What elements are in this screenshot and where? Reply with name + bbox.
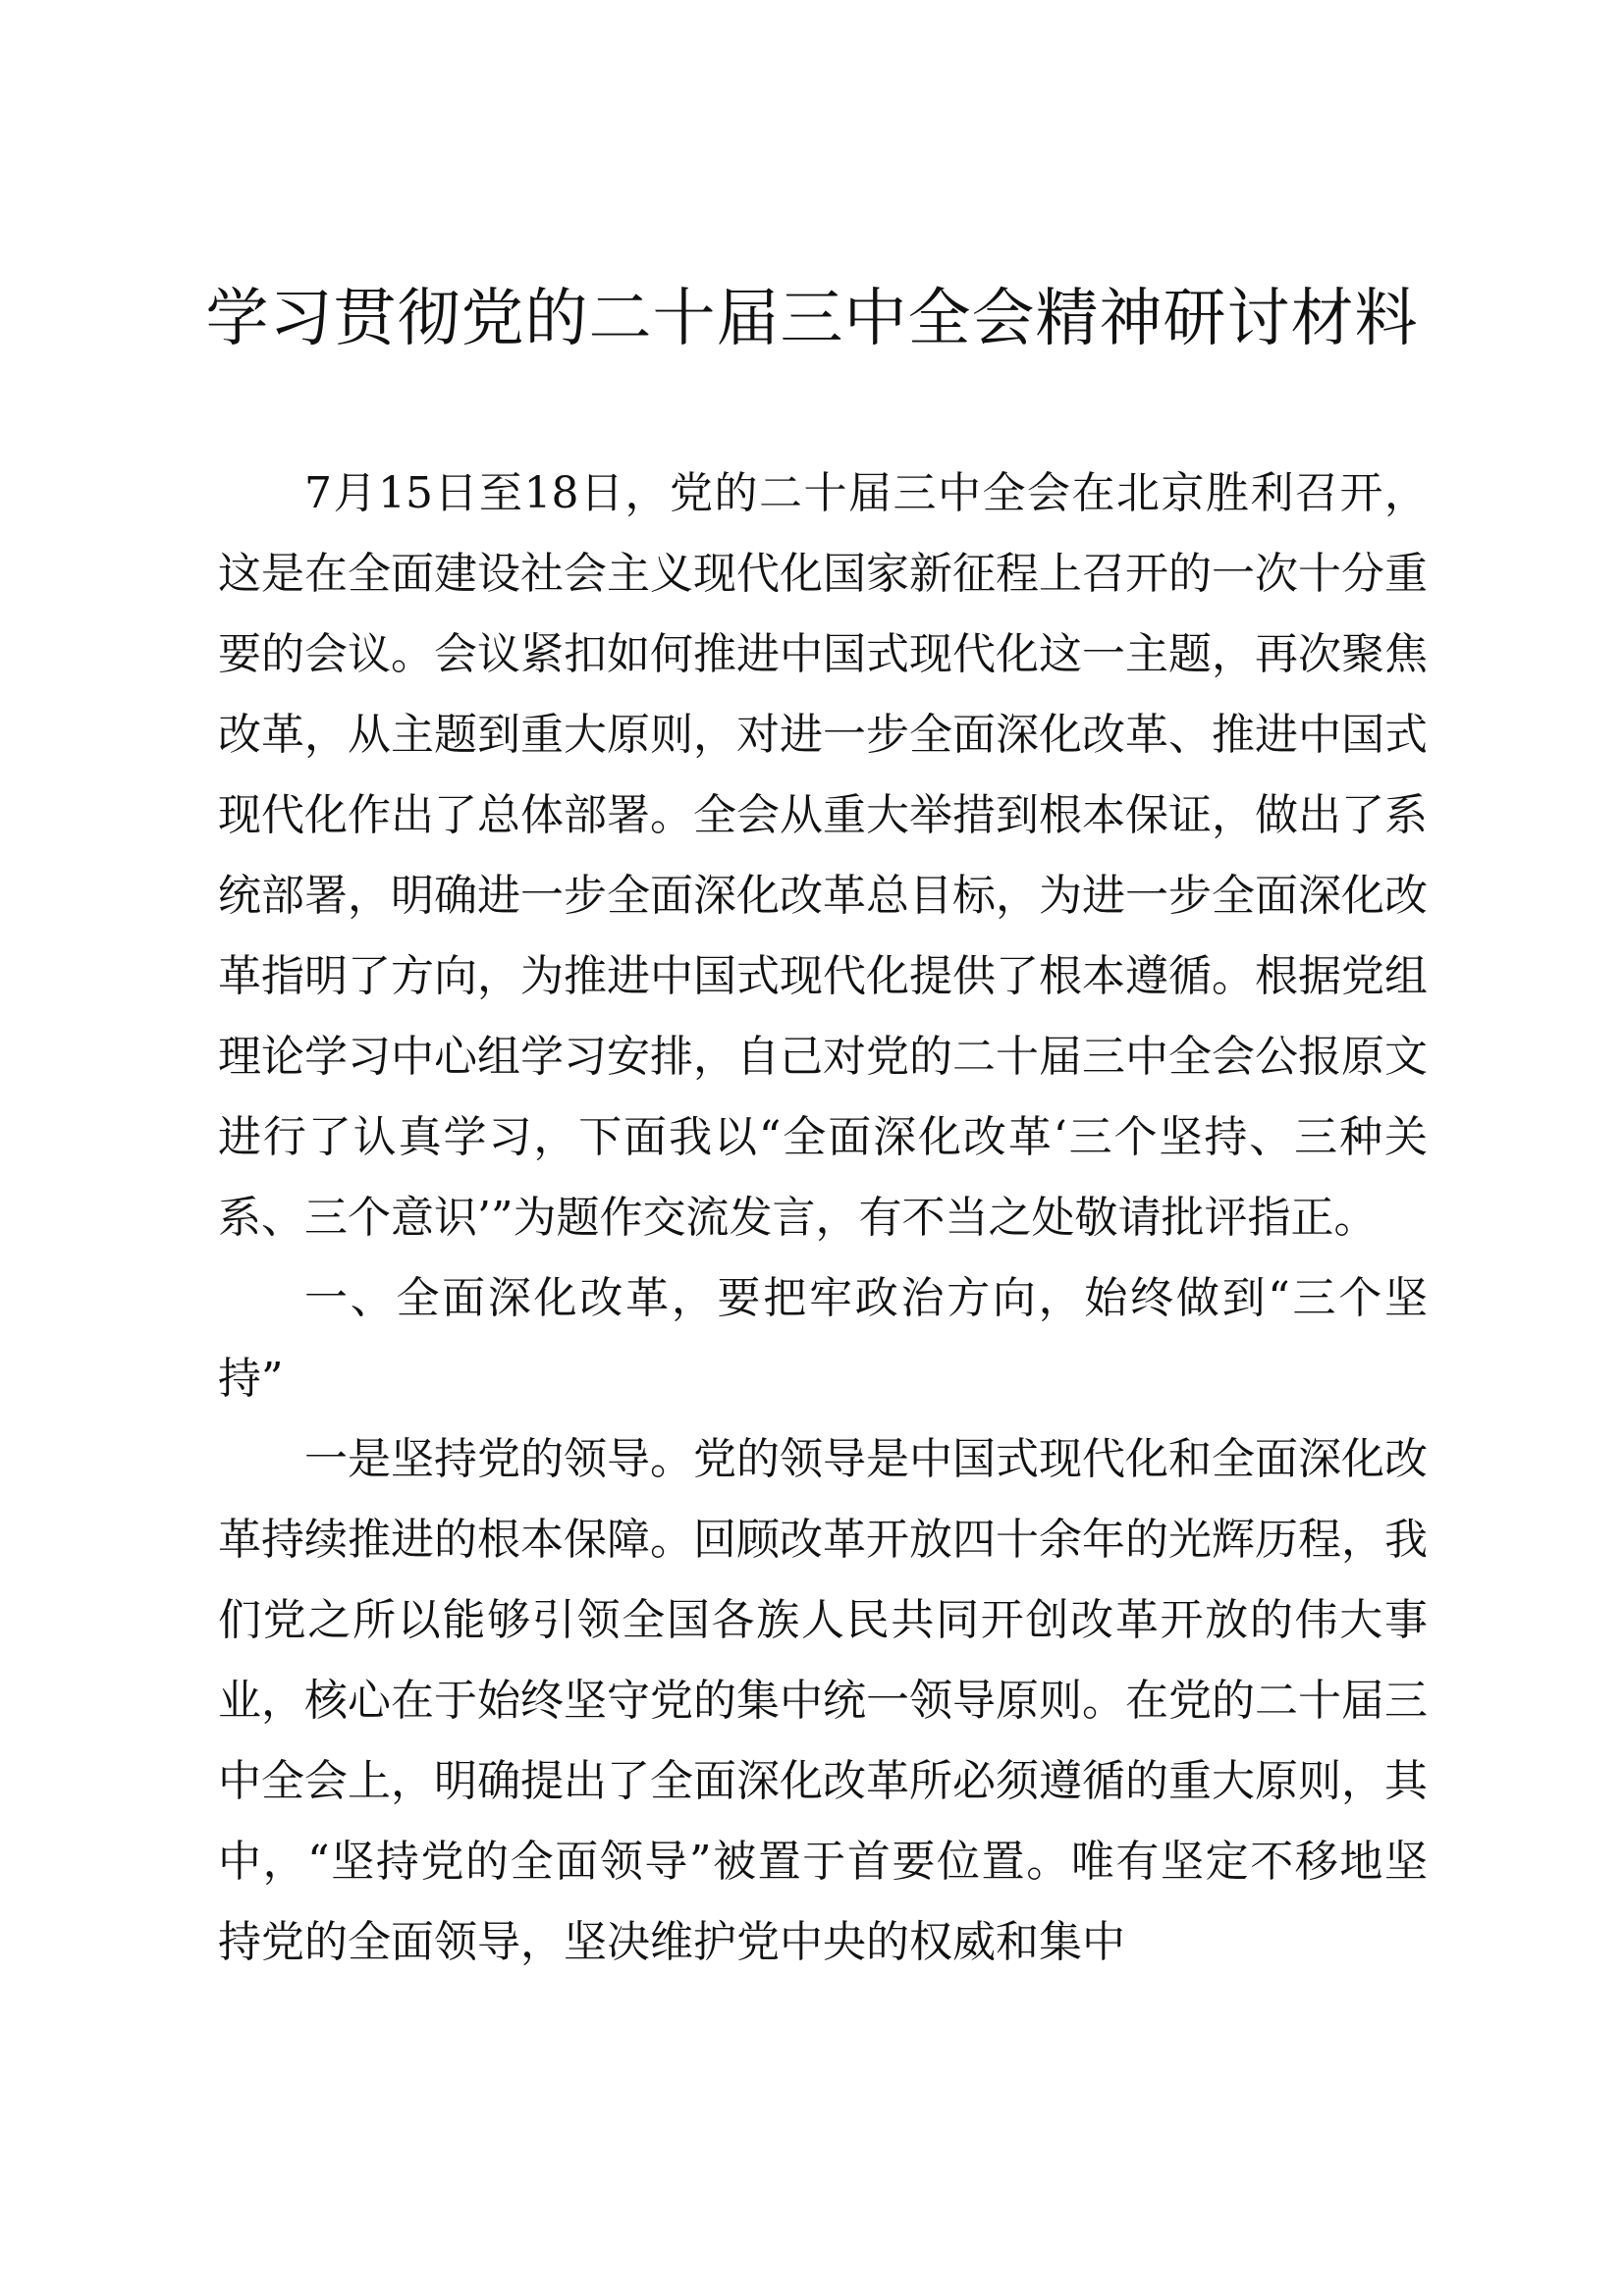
paragraph-party-leadership: 一是坚持党的领导。党的领导是中国式现代化和全面深化改革持续推进的根本保障。回顾改革开放四十余年的光辉历程，我们党之所以能够引领全国各族人民共同开创改革开放的伟大事业，核心在于始终坚守党的集中统一领导原则。在党的二十届三中全会上，明确提出了全面深化改革所必须遵循的重大原则，其中，“坚持党的全面领导”被置于首要位置。唯有坚定不移地坚持党的全面领导，坚决维护党中央的权威和集中 bbox=[218, 1434, 1428, 1967]
document-body bbox=[218, 454, 1428, 1983]
paragraph-intro: 7月15日至18日，党的二十届三中全会在北京胜利召开，这是在全面建设社会主义现代化国家新征程上召开的一次十分重要的会议。会议紧扣如何推进中国式现代化这一主题，再次聚焦改革，从主题到重大原则，对进一步全面深化改革、推进中国式现代化作出了总体部署。全会从重大举措到根本保证，做出了系统部署，明确进一步全面深化改革总目标，为进一步全面深化改革指明了方向，为推进中国式现代化提供了根本遵循。根据党组理论学习中心组学习安排，自己对党的二十届三中全会公报原文进行了认真学习，下面我以“全面深化改革‘三个坚持、三种关系、三个意识’”为题作交流发言，有不当之处敬请批评指正。 bbox=[218, 468, 1428, 1243]
document-title: 学习贯彻党的二十届三中全会精神研讨材料 bbox=[205, 283, 1419, 355]
section-heading-1: 一、全面深化改革，要把牢政治方向，始终做到“三个坚持” bbox=[218, 1273, 1428, 1404]
